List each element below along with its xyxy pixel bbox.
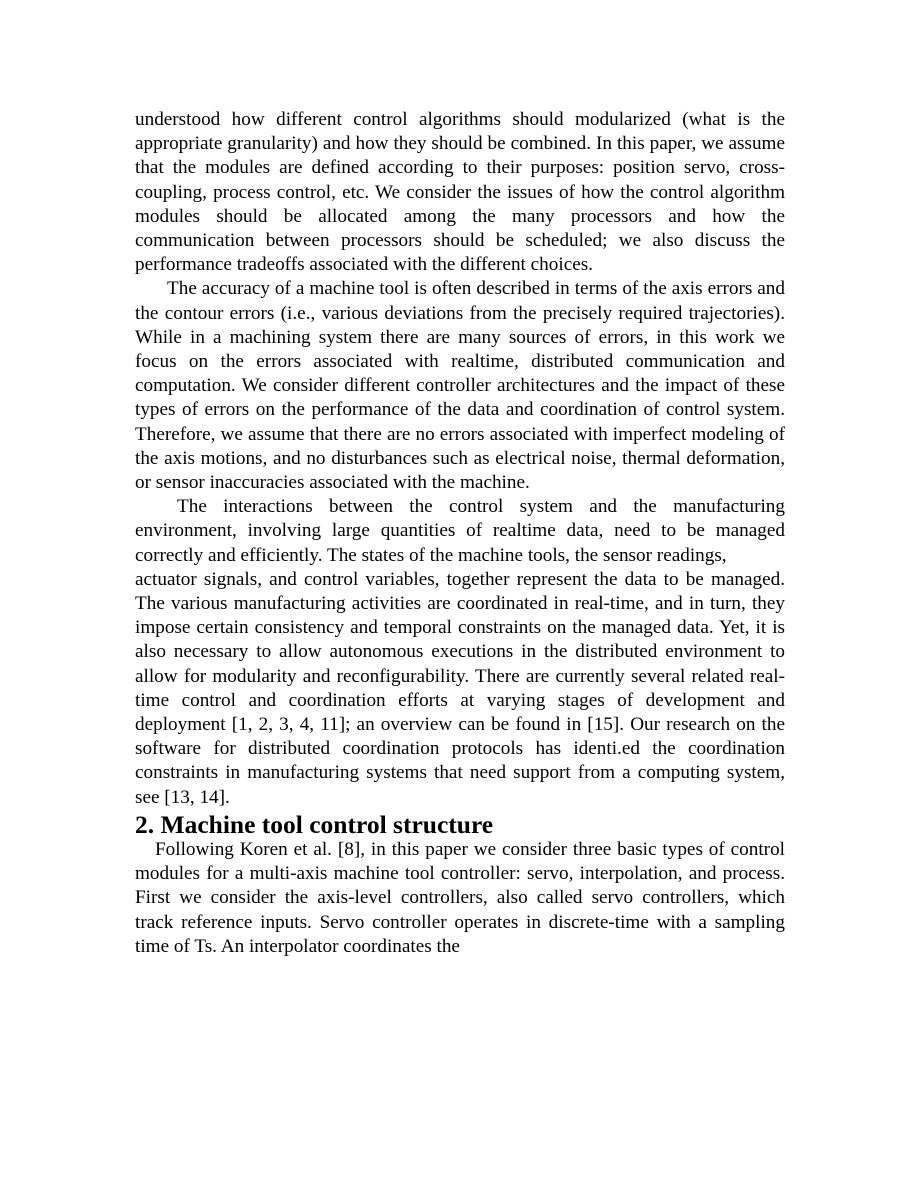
- paragraph-control-modules: Following Koren et al. [8], in this paper we consider three basic types of control modules for a multi-axis machine tool controller: servo, interpolation, and process. First we consider the axis-level controllers, also called servo controllers, which track reference inputs. Servo controller operates in discrete-time with a sampling time of Ts. An interpolator coordinates the: [135, 838, 785, 957]
- page-body: [135, 108, 785, 959]
- paragraph-modularization: understood how different control algorithms should modularized (what is the appropriate granularity) and how they should be combined. In this paper, we assume that the modules are defined according to their purposes: position servo, cross-coupling, process control, etc. We consider the issues of how the control algorithm modules should be allocated among the many processors and how the communication between processors should be scheduled; we also discuss the performance tradeoffs associated with the different choices.: [135, 109, 785, 276]
- paragraph-interactions-continued: actuator signals, and control variables, together represent the data to be managed. The various manufacturing activities are coordinated in real-time, and in turn, they impose certain consistency and temporal constraints on the managed data. Yet, it is also necessary to allow autonomous executions in the distributed environment to allow for modularity and reconfigurability. There are currently several related real-time control and coordination efforts at varying stages of development and deployment [1, 2, 3, 4, 11]; an overview can be found in [15]. Our research on the software for distributed coordination protocols has identi.ed the coordination constraints in manufacturing systems that need support from a computing system, see [13, 14].: [135, 568, 785, 808]
- section-heading: 2. Machine tool control structure: [135, 809, 494, 839]
- paragraph-accuracy: The accuracy of a machine tool is often described in terms of the axis errors and the contour errors (i.e., various deviations from the precisely required trajectories). While in a machining system there are many sources of errors, in this work we focus on the errors associated with realtime, distributed communication and computation. We consider different controller architectures and the impact of these types of errors on the performance of the data and coordination of control system. Therefore, we assume that there are no errors associated with imperfect modeling of the axis motions, and no disturbances such as electrical noise, thermal deformation, or sensor inaccuracies associated with the machine.: [135, 278, 785, 494]
- paragraph-interactions: The interactions between the control system and the manufacturing environment, involving large quantities of realtime data, need to be managed correctly and efficiently. The states of the machine tools, the sensor readings,: [135, 496, 785, 566]
